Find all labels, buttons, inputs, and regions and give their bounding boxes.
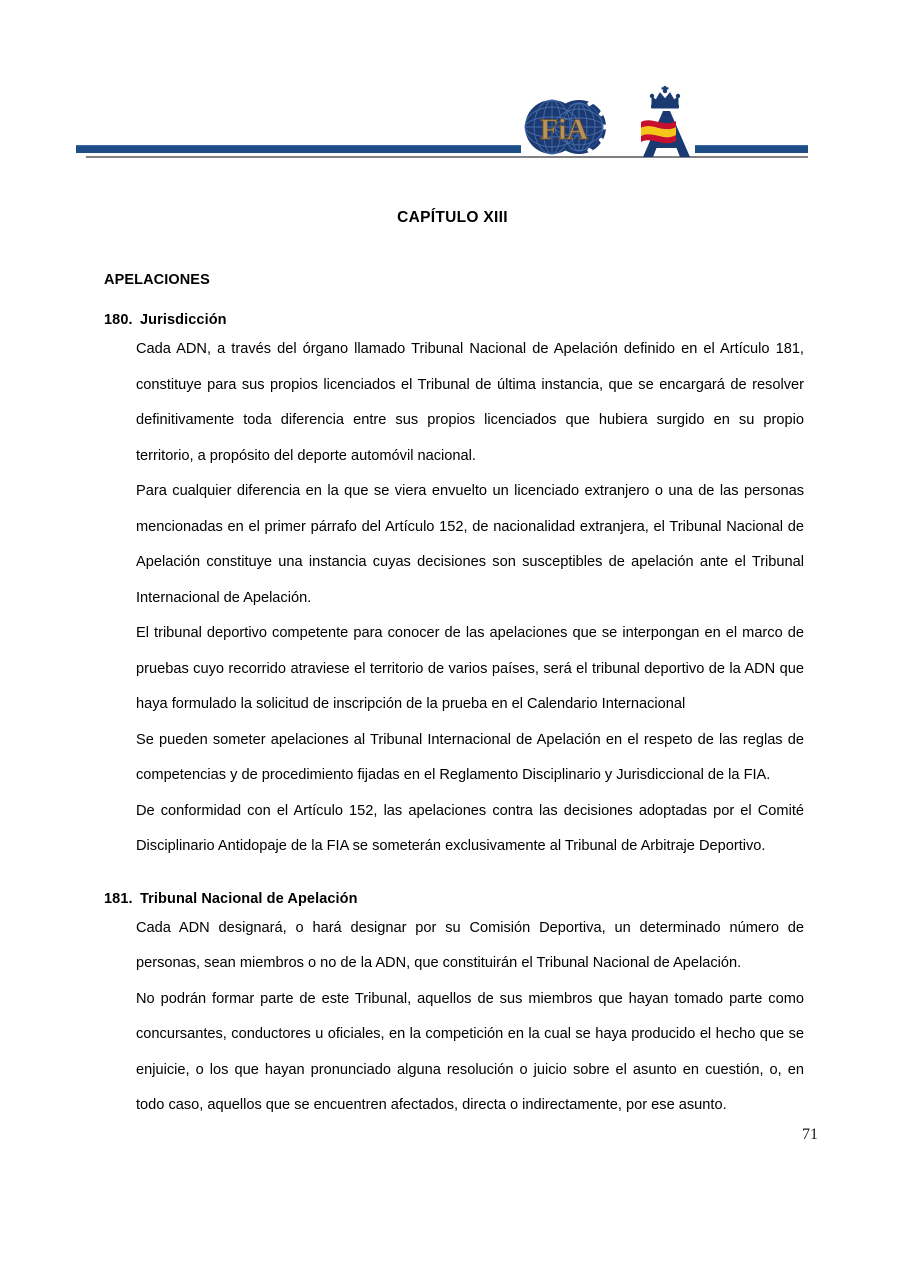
article-180-paragraph-4: Se pueden someter apelaciones al Tribunal Internacional de Apelación en el respeto de las reglas de competencias y de procedimiento fijadas en el Reglamento Disciplinario y Jurisdiccional de la FIA. bbox=[136, 731, 804, 783]
page-number: 71 bbox=[802, 1126, 818, 1143]
article-180-paragraph-3: El tribunal deportivo competente para conocer de las apelaciones que se interpongan en el marco de pruebas cuyo recorrido atraviese el territorio de varios países, será el tribunal deportivo de la ADN que haya formulado la solicitud de inscripción de la prueba en el Calendario Internacional bbox=[136, 625, 804, 712]
article-180-paragraph-5: De conformidad con el Artículo 152, las apelaciones contra las decisiones adoptadas por el Comité Disciplinario Antidopaje de la FIA se someterán exclusivamente al Tribunal de Arbitraje Deportivo. bbox=[136, 802, 804, 854]
article-180-paragraph-1: Cada ADN, a través del órgano llamado Tribunal Nacional de Apelación definido en el Artículo 181, constituye para sus propios licenciados el Tribunal de última instancia, que se encargará de resolver definitivamente toda diferencia entre sus propios licenciados que hubiera surgido en su propio territorio, a propósito del deporte automóvil nacional. bbox=[136, 341, 804, 464]
fia-logo-icon bbox=[522, 98, 606, 156]
article-180-heading bbox=[104, 312, 804, 328]
article-181-heading bbox=[104, 891, 804, 907]
article-180 bbox=[104, 312, 804, 865]
svg-text:FiA: FiA bbox=[539, 113, 589, 146]
article-181-title: Tribunal Nacional de Apelación bbox=[140, 890, 358, 907]
header-rule-right bbox=[695, 145, 808, 153]
rfeda-logo-icon bbox=[630, 85, 700, 160]
article-181-number: 181. bbox=[104, 890, 133, 907]
article-181 bbox=[104, 891, 804, 1124]
page-header bbox=[0, 0, 905, 175]
document-body bbox=[104, 272, 804, 1124]
article-181-paragraph-1: Cada ADN designará, o hará designar por su Comisión Deportiva, un determinado número de personas, sean miembros o no de la ADN, que constituirán el Tribunal Nacional de Apelación. bbox=[136, 919, 804, 971]
article-180-paragraph-2: Para cualquier diferencia en la que se viera envuelto un licenciado extranjero o una de las personas mencionadas en el primer párrafo del Artículo 152, de nacionalidad extranjera, el Tribunal Nacional de Apelación constituye una instancia cuyas decisiones son susceptibles de apelación ante el Tribunal Internacional de Apelación. bbox=[136, 483, 804, 606]
article-180-title: Jurisdicción bbox=[140, 312, 227, 328]
header-rule-left bbox=[76, 145, 521, 153]
article-181-paragraph-2: No podrán formar parte de este Tribunal, aquellos de sus miembros que hayan tomado parte como concursantes, conductores u oficiales, en la competición en la cual se haya producido el hecho que se enjuicie, o los que hayan pronunciado alguna resolución o juicio sobre el asunto en cuestión, o, en todo caso, aquellos que se encuentren afectados, directa o indirectamente, por ese asunto. bbox=[136, 990, 804, 1113]
article-spacer bbox=[104, 865, 804, 891]
article-180-number: 180. bbox=[104, 312, 133, 328]
section-title: APELACIONES bbox=[104, 272, 210, 288]
chapter-title: CAPÍTULO XIII bbox=[397, 209, 508, 226]
